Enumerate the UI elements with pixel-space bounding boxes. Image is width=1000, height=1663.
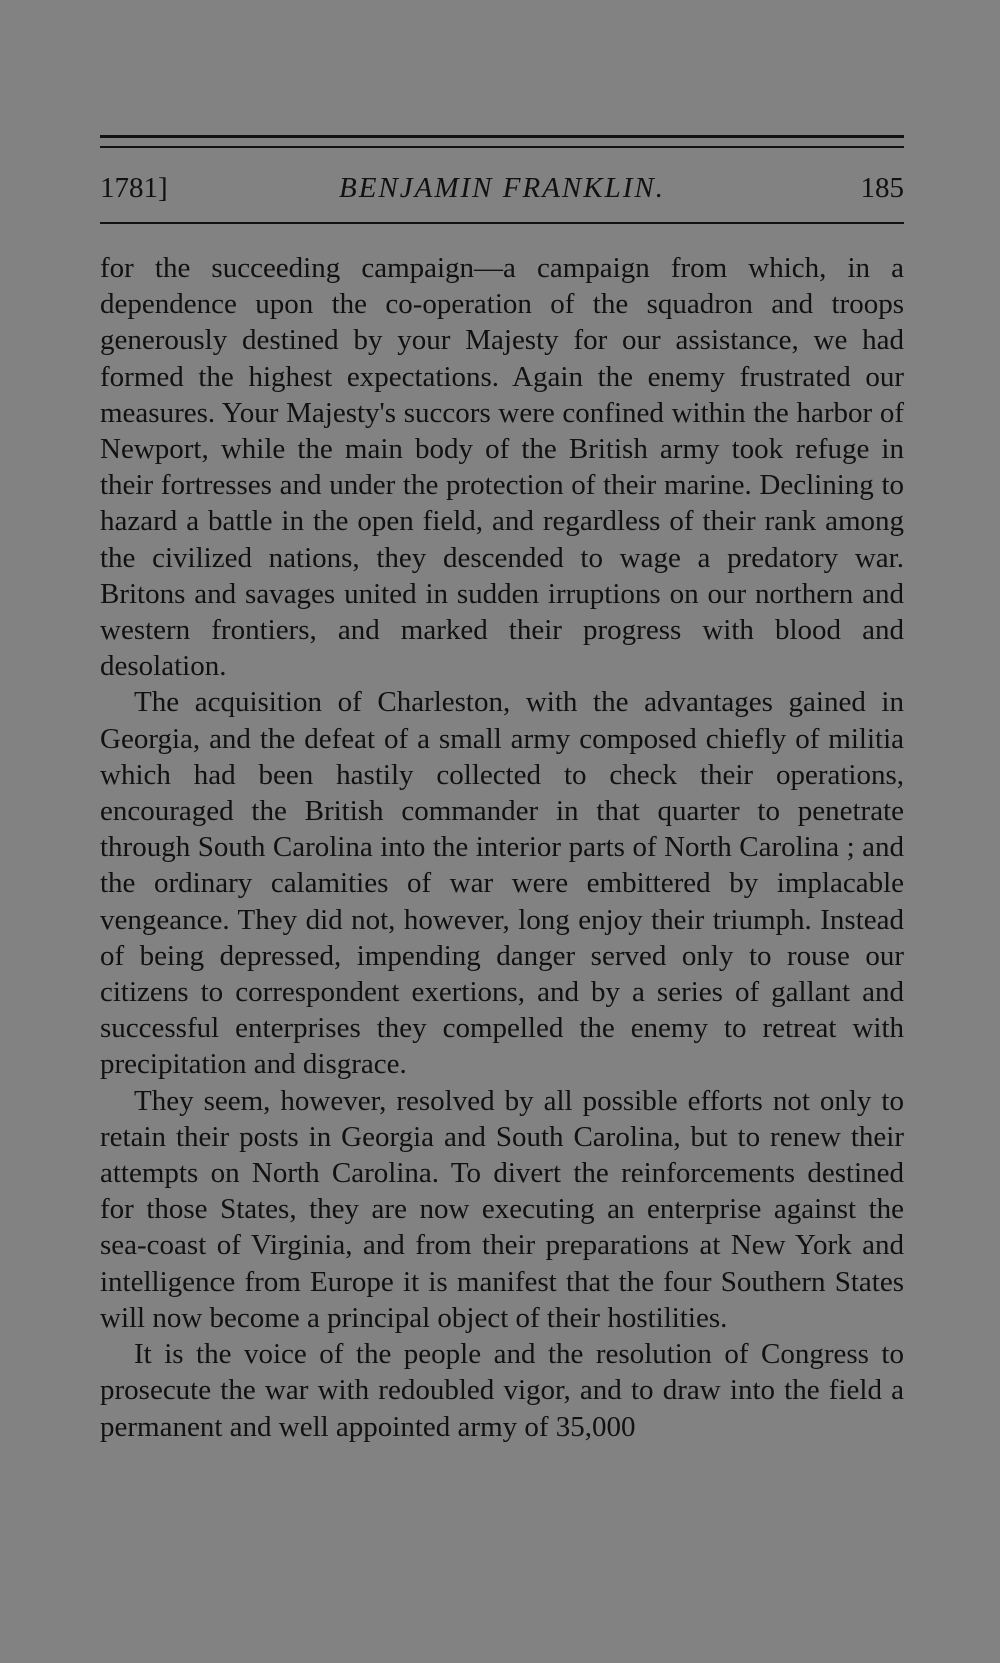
top-rule-thin xyxy=(100,146,904,148)
body-text xyxy=(100,250,904,1445)
running-head-year: 1781] xyxy=(100,172,168,204)
header-underline xyxy=(100,222,904,224)
paragraph-1: for the succeeding campaign—a campaign from which, in a dependence upon the co-operation of the squadron and troops generously destined by your Majesty for our assistance, we had formed the highest expectations. Again the enemy frustrated our measures. Your Majesty's succors were confined within the harbor of Newport, while the main body of the British army took refuge in their fortresses and under the protection of their marine. Declining to hazard a battle in the open field, and regardless of their rank among the civilized nations, they descended to wage a predatory war. Britons and savages united in sudden irruptions on our northern and western frontiers, and marked their progress with blood and desolation. xyxy=(100,252,904,683)
page-number: 185 xyxy=(860,172,904,204)
paragraph-2: The acquisition of Charleston, with the advantages gained in Georgia, and the defeat of a small army composed chiefly of militia which had been hastily collected to check their operations, encouraged the British commander in that quarter to penetrate through South Carolina into the interior parts of North Carolina ; and the ordinary calamities of war were embittered by implacable vengeance. They did not, however, long enjoy their triumph. Instead of being depressed, impending danger served only to rouse our citizens to correspondent exertions, and by a series of gallant and successful enterprises they compelled the enemy to retreat with precipitation and disgrace. xyxy=(100,686,904,1081)
top-rule xyxy=(100,135,904,138)
book-page xyxy=(100,0,904,1663)
running-head xyxy=(100,170,904,206)
paragraph-4: It is the voice of the people and the resolution of Congress to prosecute the war with redoubled vigor, and to draw into the field a permanent and well appointed army of 35,000 xyxy=(100,1338,904,1443)
running-head-title: BENJAMIN FRANKLIN. xyxy=(339,172,665,204)
paragraph-3: They seem, however, resolved by all possible efforts not only to retain their posts in Georgia and South Carolina, but to renew their attempts on North Carolina. To divert the reinforcements destined for those States, they are now executing an enterprise against the sea-coast of Virginia, and from their preparations at New York and intelligence from Europe it is manifest that the four Southern States will now become a principal object of their hostilities. xyxy=(100,1084,904,1334)
